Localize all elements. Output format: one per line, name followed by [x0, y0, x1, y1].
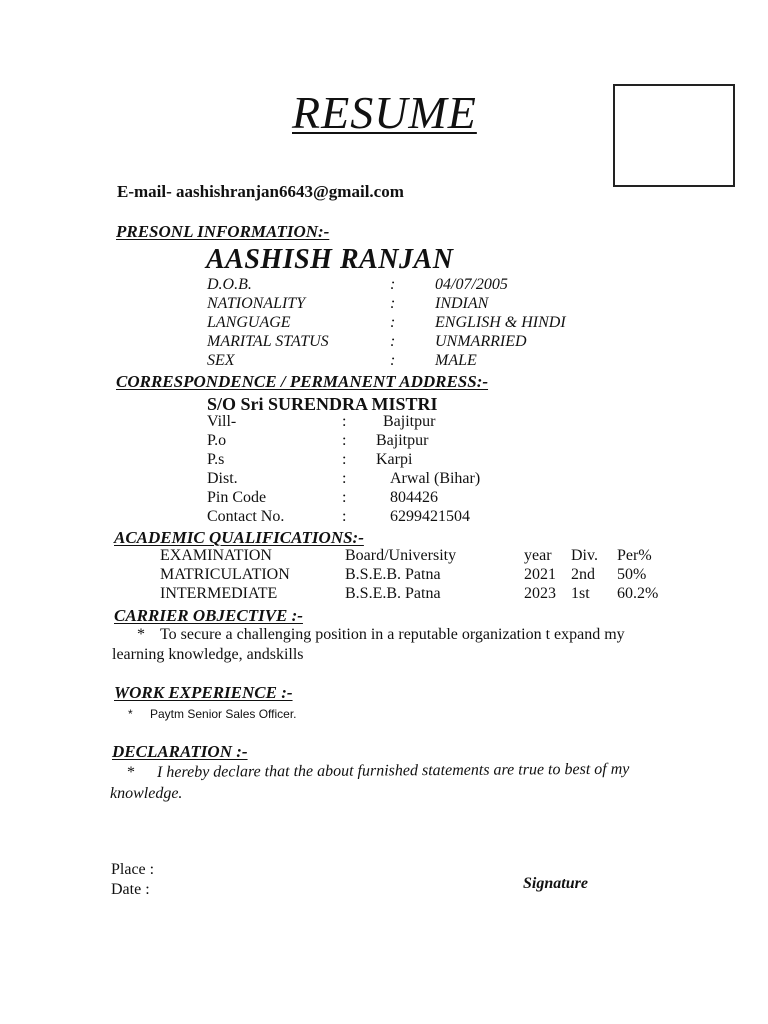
address-separator: : — [342, 451, 347, 468]
address-value: Karpi — [376, 451, 413, 468]
table-cell: MATRICULATION — [160, 566, 290, 583]
personal-value: MALE — [435, 352, 477, 369]
address-label: P.s — [207, 451, 225, 468]
address-value: Bajitpur — [383, 413, 436, 430]
objective-bullet: * — [137, 626, 145, 643]
declaration-bullet: * — [127, 764, 135, 781]
work-item: Paytm Senior Sales Officer. — [150, 707, 297, 721]
table-cell: B.S.E.B. Patna — [345, 566, 441, 583]
section-personal-information: PRESONL INFORMATION:- — [116, 222, 330, 241]
address-label: P.o — [207, 432, 227, 449]
table-cell: 2nd — [571, 566, 595, 583]
table-cell: 1st — [571, 585, 590, 602]
guardian-name: S/O Sri SURENDRA MISTRI — [207, 394, 438, 414]
personal-separator: : — [390, 333, 396, 350]
photo-placeholder-box — [613, 84, 735, 187]
personal-value: UNMARRIED — [435, 333, 527, 350]
address-separator: : — [342, 413, 347, 430]
declaration-line-1: I hereby declare that the about furnished statements are true to best of my — [156, 760, 630, 781]
section-career-objective: CARRIER OBJECTIVE :- — [114, 606, 303, 625]
column-header: year — [524, 547, 552, 564]
date-label: Date : — [111, 881, 150, 898]
table-cell: 2023 — [524, 585, 556, 602]
resume-title: RESUME — [292, 87, 477, 138]
address-label: Dist. — [207, 470, 238, 487]
address-value: Arwal (Bihar) — [390, 470, 481, 487]
address-value: 6299421504 — [390, 508, 470, 525]
declaration-line-2: knowledge. — [110, 785, 183, 802]
personal-label: D.O.B. — [207, 276, 252, 293]
objective-line-1: To secure a challenging position in a reputable organization t expand my — [160, 626, 625, 643]
personal-separator: : — [390, 295, 396, 312]
address-value: 804426 — [390, 489, 438, 506]
column-header: Div. — [571, 547, 598, 564]
place-label: Place : — [111, 861, 155, 878]
table-cell: 2021 — [524, 566, 556, 583]
address-separator: : — [342, 432, 347, 449]
signature-label: Signature — [523, 875, 588, 892]
personal-separator: : — [390, 352, 396, 369]
work-bullet: * — [128, 707, 133, 721]
section-work-experience: WORK EXPERIENCE :- — [114, 683, 293, 702]
address-value: Bajitpur — [376, 432, 429, 449]
address-label: Pin Code — [207, 489, 267, 506]
section-address: CORRESPONDENCE / PERMANENT ADDRESS:- — [116, 372, 489, 391]
table-cell: INTERMEDIATE — [160, 585, 278, 602]
address-separator: : — [342, 508, 347, 525]
address-separator: : — [342, 489, 347, 506]
candidate-name: AASHISH RANJAN — [206, 244, 454, 275]
section-declaration: DECLARATION :- — [112, 742, 248, 761]
address-label: Vill- — [207, 413, 237, 430]
table-cell: 60.2% — [617, 585, 659, 602]
table-cell: 50% — [617, 566, 647, 583]
table-cell: B.S.E.B. Patna — [345, 585, 441, 602]
personal-separator: : — [390, 276, 396, 293]
personal-value: INDIAN — [435, 295, 489, 312]
personal-label: SEX — [207, 352, 235, 369]
column-header: Board/University — [345, 547, 457, 564]
address-separator: : — [342, 470, 347, 487]
personal-value: ENGLISH & HINDI — [435, 314, 566, 331]
email-line: E-mail- aashishranjan6643@gmail.com — [117, 182, 404, 201]
personal-label: LANGUAGE — [207, 314, 291, 331]
personal-value: 04/07/2005 — [435, 276, 508, 293]
personal-label: MARITAL STATUS — [207, 333, 329, 350]
objective-line-2: learning knowledge, andskills — [112, 646, 304, 663]
column-header: EXAMINATION — [160, 547, 272, 564]
personal-separator: : — [390, 314, 396, 331]
personal-label: NATIONALITY — [207, 295, 306, 312]
column-header: Per% — [617, 547, 652, 564]
section-academic-qualifications: ACADEMIC QUALIFICATIONS:- — [114, 528, 364, 547]
address-label: Contact No. — [207, 508, 285, 525]
